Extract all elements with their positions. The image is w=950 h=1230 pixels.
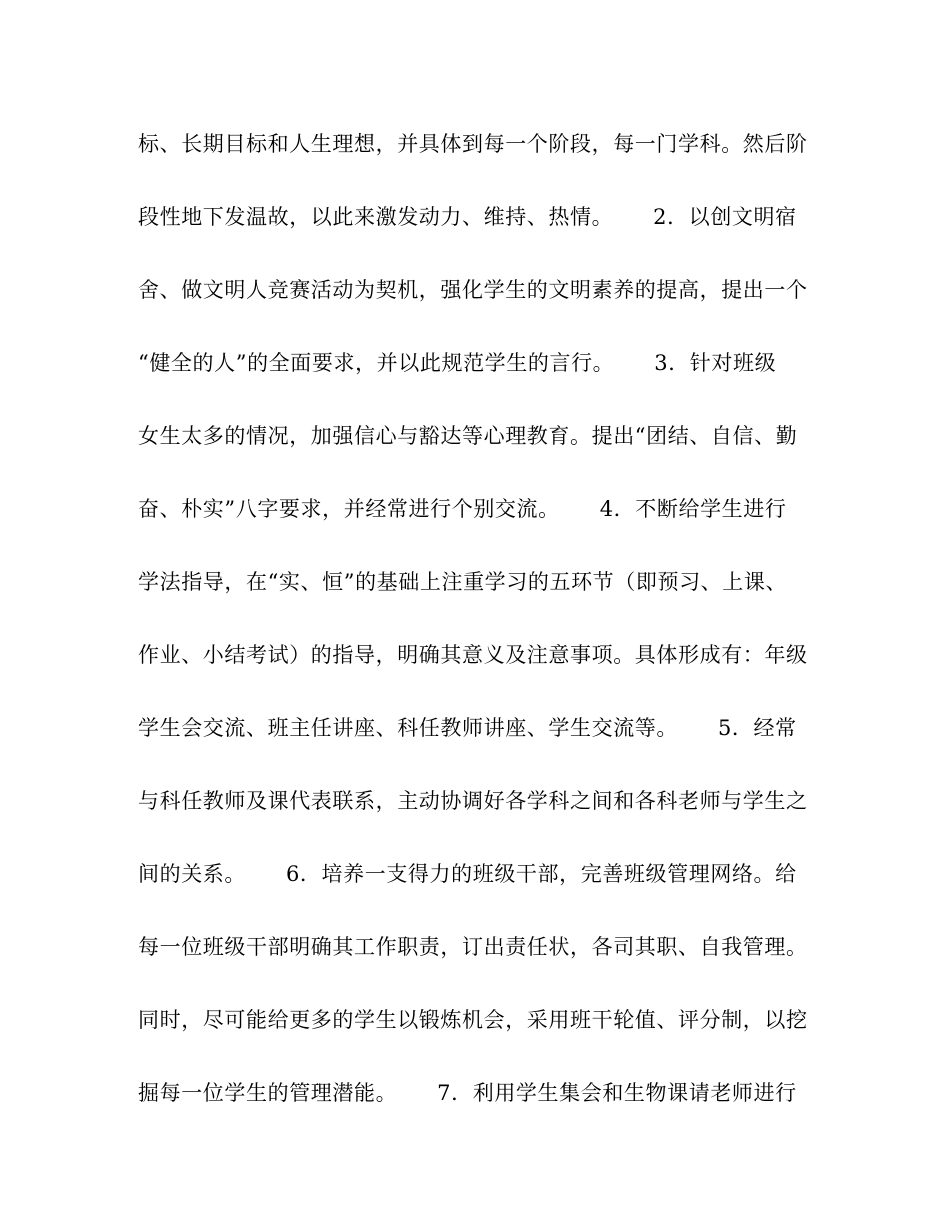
text-line: 学生会交流、班主任讲座、科任教师讲座、学生交流等。 5．经常	[138, 716, 797, 740]
text-line: 标、长期目标和人生理想，并具体到每一个阶段，每一门学科。然后阶	[138, 132, 808, 156]
text-line: 每一位班级干部明确其工作职责，订出责任状，各司其职、自我管理。	[138, 935, 808, 959]
text-line: 段性地下发温故，以此来激发动力、维持、热情。 2．以创文明宿	[138, 205, 797, 229]
text-line: 间的关系。 6．培养一支得力的班级干部，完善班级管理网络。给	[138, 862, 797, 886]
text-line: 奋、朴实”八字要求，并经常进行个别交流。 4．不断给学生进行	[138, 497, 787, 521]
text-line: “健全的人”的全面要求，并以此规范学生的言行。 3．针对班级	[138, 351, 777, 375]
text-line: 舍、做文明人竞赛活动为契机，强化学生的文明素养的提高，提出一个	[138, 278, 808, 302]
text-line: 作业、小结考试）的指导，明确其意义及注意事项。具体形成有：年级	[138, 643, 808, 667]
text-line: 学法指导，在“实、恒”的基础上注重学习的五环节（即预习、上课、	[138, 570, 788, 594]
text-line: 同时，尽可能给更多的学生以锻炼机会，采用班干轮值、评分制，以挖	[138, 1008, 808, 1032]
text-line: 与科任教师及课代表联系，主动协调好各学科之间和各科老师与学生之	[138, 789, 808, 813]
text-line: 掘每一位学生的管理潜能。 7．利用学生集会和生物课请老师进行	[138, 1081, 797, 1105]
text-line: 女生太多的情况，加强信心与豁达等心理教育。提出“团结、自信、勤	[138, 424, 798, 448]
